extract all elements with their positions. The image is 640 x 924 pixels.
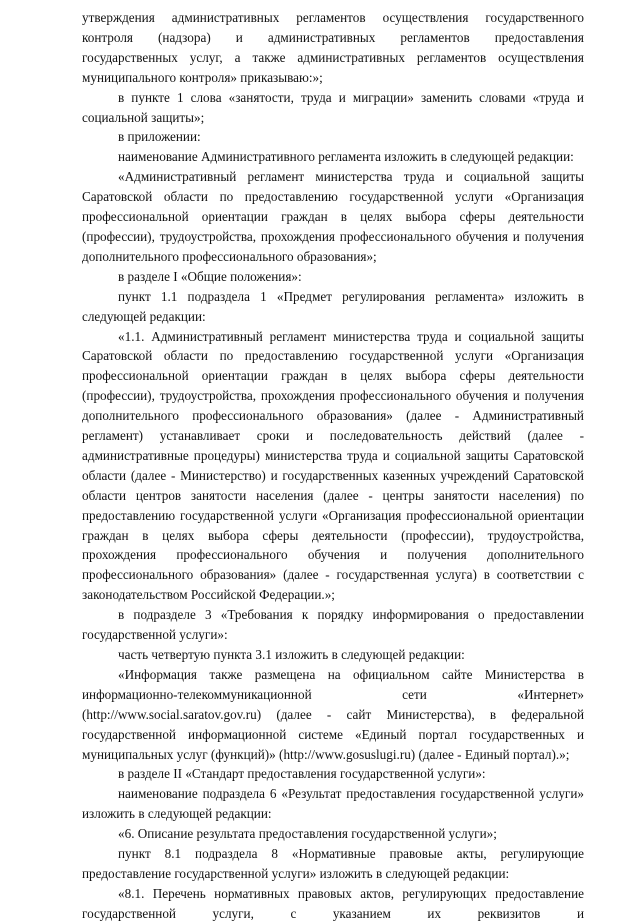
paragraph-in-appendix: в приложении:	[118, 129, 201, 145]
paragraph-regulation-title-quote: «Административный регламент министерства труда и социальной защиты Саратовской области по предоставлению государственной услуги «Организация профессиональной ориентации граждан в целях выбора сферы деятельности (профессии), трудоустройства, прохождения профессионального обучения и получения дополнительного профессионального образования»;	[82, 169, 584, 264]
text-line: государственных услуг, а также административных регламентов осуществления	[82, 49, 584, 65]
text-line: контроля (надзора) и административных регламентов предоставления	[82, 29, 584, 45]
paragraph-point-1-1-text: «1.1. Административный регламент министерства труда и социальной защиты Саратовской области по предоставлению государственной услуги «Организация профессиональной ориентации граждан в целях выбора сферы деятельности (профессии), трудоустройства, прохождения профессионального обучения и получения дополнительного профессионального образования» (далее - Административный регламент) устанавливает сроки и последовательность действий (далее - административные процедуры) министерства труда и социальной защиты Саратовской области (далее - Министерство) и государственных казенных учреждений Саратовской области центров занятости населения (далее - центры занятости населения) по предоставлению государственной услуги «Организация профессиональной ориентации граждан в целях выбора сферы деятельности (профессии), трудоустройства, прохождения профессионального обучения и получения дополнительного профессионального образования» (далее - государственная услуга) в соответствии с законодательством Российской Федерации.»;	[82, 328, 584, 603]
paragraph-point-8-1-text: «8.1. Перечень нормативных правовых актов, регулирующих предоставление государственной услуги, с указанием их реквизитов и	[82, 885, 584, 921]
paragraph-regulation-name: наименование Административного регламента изложить в следующей редакции:	[118, 149, 574, 165]
text-line: муниципального контроля» приказываю:»;	[82, 69, 323, 85]
paragraph-point-1-1: пункт 1.1 подраздела 1 «Предмет регулирования регламента» изложить в следующей редакции:	[82, 288, 584, 324]
paragraph-point-1: в пункте 1 слова «занятости, труда и миграции» заменить словами «труда и социальной защиты»;	[82, 89, 584, 125]
paragraph-section-1: в разделе I «Общие положения»:	[118, 268, 302, 284]
paragraph-point-6: «6. Описание результата предоставления государственной услуги»;	[118, 826, 497, 842]
paragraph-info-website: «Информация также размещена на официальном сайте Министерства в информационно-телекоммуникационной сети «Интернет» (http://www.social.saratov.gov.ru) (далее - сайт Министерства), в федеральной государственной информационной системе «Единый портал государственных и муниципальных услуг (функций)» (http://www.gosuslugi.ru) (далее - Единый портал).»;	[82, 666, 584, 762]
paragraph-subsection-6: наименование подраздела 6 «Результат предоставления государственной услуги» изложить в следующей редакции:	[82, 786, 584, 822]
paragraph-part-4: часть четвертую пункта 3.1 изложить в следующей редакции:	[118, 647, 465, 662]
paragraph-order-clause	[82, 8, 584, 88]
paragraph-section-2: в разделе II «Стандарт предоставления государственной услуги»:	[118, 766, 486, 782]
text-line: утверждения административных регламентов осуществления государственного	[82, 10, 584, 25]
paragraph-point-8-1: пункт 8.1 подраздела 8 «Нормативные правовые акты, регулирующие предоставление государственной услуги» изложить в следующей редакции:	[82, 846, 584, 881]
paragraph-subsection-3: в подразделе 3 «Требования к порядку информирования о предоставлении государственной услуги»:	[82, 607, 584, 643]
